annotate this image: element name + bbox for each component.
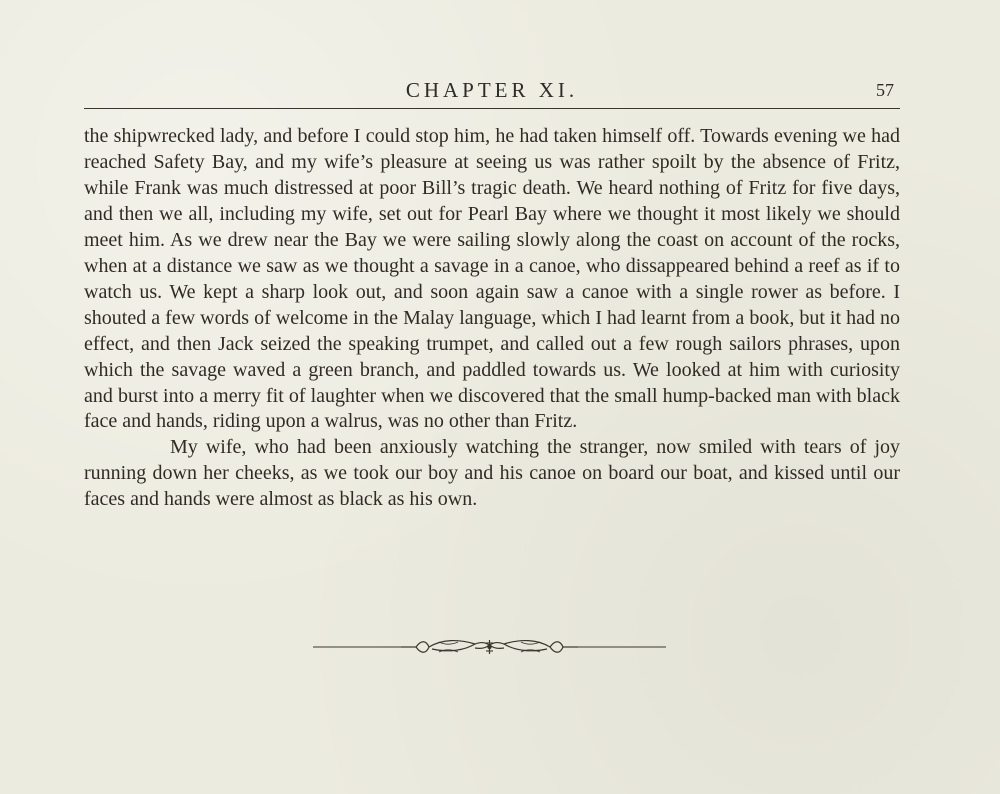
- decorative-flourish-icon: [313, 632, 666, 662]
- running-head: [84, 76, 900, 104]
- header-rule: [84, 108, 900, 109]
- body-text: [84, 124, 900, 513]
- page-number: 57: [876, 80, 894, 100]
- paragraph-1: the shipwrecked lady, and before I could stop him, he had taken himself off. Towards evening we had reached Safety Bay, and my wife’s pleasure at seeing us was rather spoilt by the absence of Fritz, while Frank was much distressed at poor Bill’s tragic death. We heard nothing of Fritz for five days, and then we all, including my wife, set out for Pearl Bay where we thought it most likely we should meet him. As we drew near the Bay we were sailing slowly along the coast on account of the rocks, when at a distance we saw as we thought a savage in a canoe, who dissappeared behind a reef as if to watch us. We kept a sharp look out, and soon again saw a canoe with a single rower as before. I shouted a few words of welcome in the Malay language, which I had learnt from a book, but it had no effect, and then Jack seized the speaking trumpet, and called out a few rough sailors phrases, upon which the savage waved a green branch, and paddled towards us. We looked at him with curiosity and burst into a merry fit of laughter when we discovered that the small hump-backed man with black face and hands, riding upon a walrus, was no other than Fritz.: [84, 125, 900, 433]
- chapter-title: CHAPTER XI.: [405, 78, 579, 102]
- paragraph-2: My wife, who had been anxiously watching the stranger, now smiled with tears of joy running down her cheeks, as we took our boy and his canoe on board our boat, and kissed until our faces and hands were almost as black as his own.: [84, 436, 900, 511]
